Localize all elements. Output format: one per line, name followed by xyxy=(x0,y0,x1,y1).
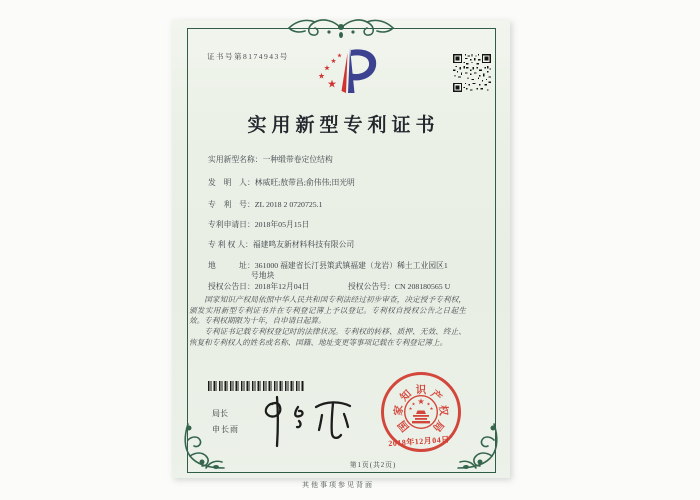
legal-paragraph-2: 专利证书记载专利权登记时的法律状况。专利权的转移、质押、无效、终止、恢复和专利权人的姓名或名称、国籍、地址变更等事项记载在专利登记簿上。 xyxy=(189,327,466,347)
certificate-paper xyxy=(172,20,510,478)
field-value: 361000 福建省长汀县策武镇福建（龙岩）稀土工业园区1 xyxy=(254,261,448,270)
seal-char: 国 xyxy=(396,417,412,434)
director-title: 局长 xyxy=(212,409,228,418)
field-label: 地 址： xyxy=(208,261,255,270)
field-value: 2018年12月04日 xyxy=(254,282,310,291)
seal-char: 产 xyxy=(428,388,444,404)
field-patent-number xyxy=(208,199,486,210)
certificate-number: 证书号第8174943号 xyxy=(207,52,289,61)
field-utility-model-name xyxy=(208,154,486,165)
field-address-line2: 号地块 xyxy=(251,271,275,280)
field-label: 授权公告日： xyxy=(208,282,255,291)
field-label: 授权公告号： xyxy=(348,282,395,291)
field-value: CN 208180565 U xyxy=(394,282,451,291)
field-value: 一种缎带卷定位结构 xyxy=(262,155,333,164)
floral-ornament-top xyxy=(285,16,397,40)
seal-char: 局 xyxy=(430,417,446,434)
qr-code xyxy=(453,54,491,92)
field-inventors xyxy=(208,177,486,188)
director-signature xyxy=(256,394,360,450)
field-label: 专 利 号： xyxy=(208,200,255,209)
legal-paragraph-1: 国家知识产权局依照中华人民共和国专利法经过初步审查，决定授予专利权，颁发实用新型专利证书并在专利登记簿上予以登记。专利权自授权公告之日起生效。专利权期限为十年，自申请日起算。 xyxy=(189,295,466,326)
field-grant-date xyxy=(208,282,309,291)
seal-char: 权 xyxy=(436,404,449,417)
field-label: 专利申请日： xyxy=(208,220,255,229)
field-label: 专 利 权 人： xyxy=(208,240,253,249)
seal-char: 知 xyxy=(398,388,414,404)
certificate-title: 实用新型专利证书 xyxy=(247,115,440,136)
barcode xyxy=(208,381,304,391)
field-value: 2018年05月15日 xyxy=(254,220,310,229)
legal-text xyxy=(189,295,466,349)
page-indicator: 第1页(共2页) xyxy=(349,462,397,469)
field-label: 发 明 人： xyxy=(208,178,255,187)
field-value: 林威旺;敖带昌;俞伟伟;田光明 xyxy=(254,178,355,187)
field-filing-date xyxy=(208,219,486,230)
field-value: 福建鸣友新材料科技有限公司 xyxy=(252,240,355,249)
national-emblem-icon xyxy=(403,394,439,430)
seal-date: 2018年12月04日 xyxy=(388,434,450,449)
field-patentee xyxy=(208,239,486,250)
reverse-side-note: 其他事项参见背面 xyxy=(302,481,374,489)
field-grant-line xyxy=(208,281,486,292)
director-name: 申长雨 xyxy=(212,425,239,434)
seal-char: 家 xyxy=(393,404,406,417)
cnipa-logo-icon xyxy=(318,47,380,97)
seal-char: 识 xyxy=(415,385,427,396)
field-value: ZL 2018 2 0720725.1 xyxy=(254,200,323,209)
field-grant-number xyxy=(348,281,450,292)
field-label: 实用新型名称： xyxy=(208,155,263,164)
